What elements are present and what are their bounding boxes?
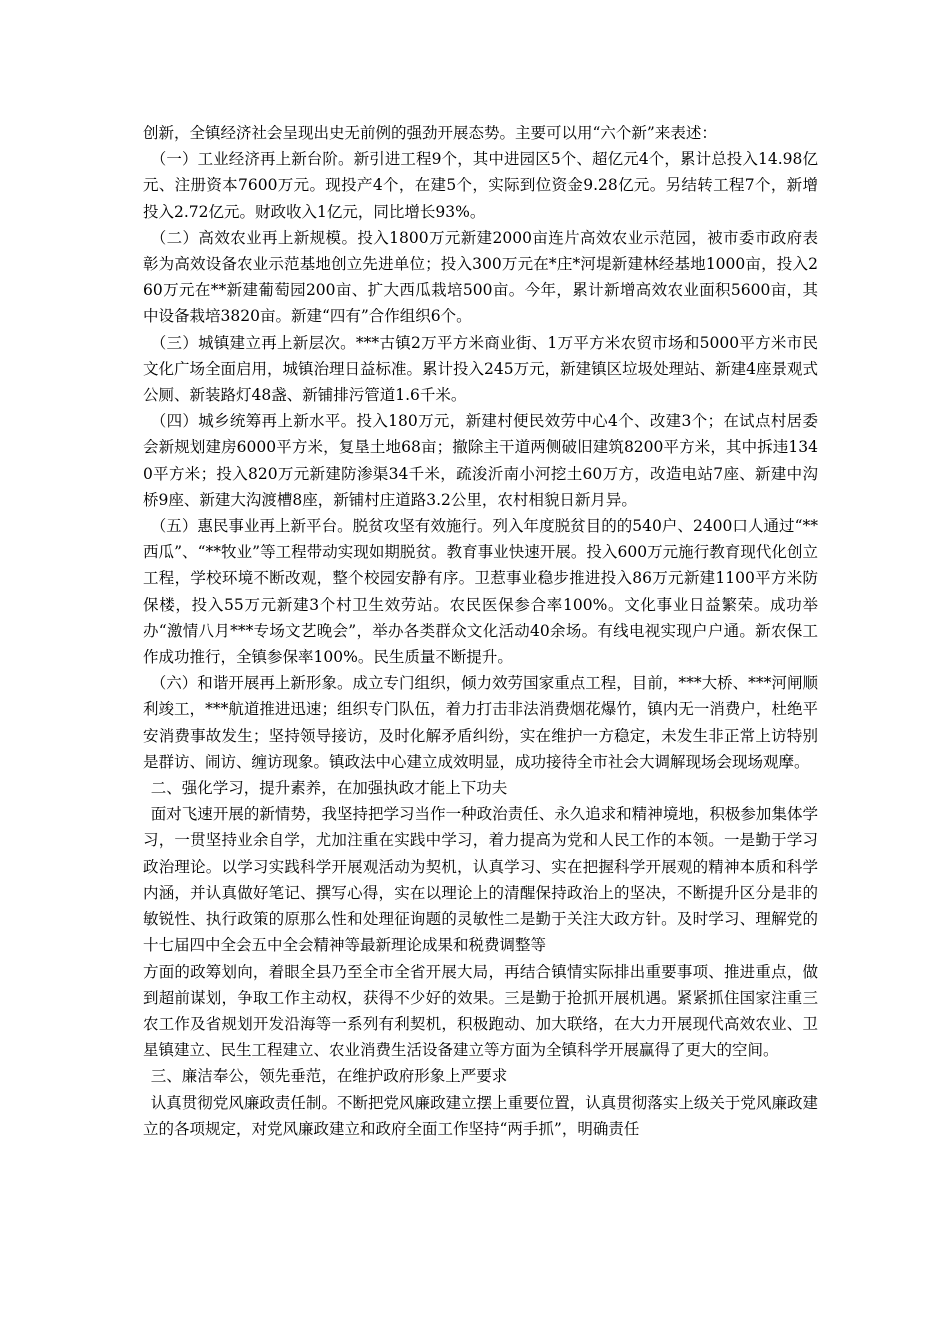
paragraph-urban-rural: （四）城乡统筹再上新水平。投入180万元，新建村便民效劳中心4个、改建3个；在试点村居委会新规划建房6000平方米，复垦土地68亩；撤除主干道两侧破旧建筑8200平方米，其中拆违1340平方米；投入820万元新建防渗渠34千米，疏浚沂南小河挖土60万方，改造电站7座、新建中沟桥9座、新建大沟渡槽8座，新铺村庄道路3.2公里，农村相貌日新月异。 bbox=[143, 412, 818, 509]
section-heading-study: 二、强化学习，提升素养，在加强执政才能上下功夫 bbox=[150, 779, 508, 798]
paragraph-study: 面对飞速开展的新情势，我坚持把学习当作一种政治责任、永久追求和精神境地，积极参加集体学习，一贯坚持业余自学，尤加注重在实践中学习，着力提高为党和人民工作的本领。一是勤于学习政治理论。以学习实践科学开展观活动为契机，认真学习、实在把握科学开展观的精神本质和科学内涵，并认真做好笔记、撰写心得，实在以理论上的清醒保持政治上的坚决，不断提升区分是非的敏锐性、执行政策的原那么性和处理征询题的灵敏性二是勤于关注大政方针。及时学习、理解党的十七届四中全会五中全会精神等最新理论成果和税费调整等 bbox=[143, 805, 818, 955]
document-page bbox=[143, 120, 818, 1142]
section-heading-integrity: 三、廉洁奉公，领先垂范，在维护政府形象上严要求 bbox=[150, 1067, 508, 1086]
paragraph-livelihood: （五）惠民事业再上新平台。脱贫攻坚有效施行。列入年度脱贫目的的540户、2400口人通过“**西瓜”、“**牧业”等工程带动实现如期脱贫。教育事业快速开展。投入600万元施行教育现代化创立工程，学校环境不断改观，整个校园安静有序。卫惹事业稳步推进投入86万元新建1100平方米防保楼，投入55万元新建3个村卫生效劳站。农民医保参合率100%。文化事业日益繁荣。成功举办“激情八月***专场文艺晚会”，举办各类群众文化活动40余场。有线电视实现户户通。新农保工作成功推行，全镇参保率100%。民生质量不断提升。 bbox=[143, 517, 818, 667]
paragraph-policy-direction: 方面的政筹划向，着眼全县乃至全市全省开展大局，再结合镇情实际排出重要事项、推进重点，做到超前谋划，争取工作主动权，获得不少好的效果。三是勤于抢抓开展机遇。紧紧抓住国家注重三农工作及省规划开发沿海等一系列有利契机，积极跑动、加大联络，在大力开展现代高效农业、卫星镇建立、民生工程建立、农业消费生活设备建立等方面为全镇科学开展赢得了更大的空间。 bbox=[143, 962, 818, 1060]
paragraph-efficient-agriculture: （二）高效农业再上新规模。投入1800万元新建2000亩连片高效农业示范园，被市委市政府表彰为高效设备农业示范基地创立先进单位；投入300万元在*庄*河堤新建林经基地1000亩，投入260万元在**新建葡萄园200亩、扩大西瓜栽培500亩。今年，累计新增高效农业面积5600亩，其中设备栽培3820亩。新建“四有”合作组织6个。 bbox=[143, 228, 818, 326]
paragraph-industrial-economy: （一）工业经济再上新台阶。新引进工程9个，其中进园区5个、超亿元4个，累计总投入14.98亿元、注册资本7600万元。现投产4个，在建5个，实际到位资金9.28亿元。另结转工程7个，新增投入2.72亿元。财政收入1亿元，同比增长93%。 bbox=[143, 150, 818, 221]
paragraph-integrity: 认真贯彻党风廉政责任制。不断把党风廉政建立摆上重要位置，认真贯彻落实上级关于党风廉政建立的各项规定，对党风廉政建立和政府全面工作坚持“两手抓”，明确责任 bbox=[143, 1093, 818, 1138]
paragraph-town-construction: （三）城镇建立再上新层次。***古镇2万平方米商业街、1万平方米农贸市场和5000平方米市民文化广场全面启用，城镇治理日益标准。累计投入245万元，新建镇区垃圾处理站、新建4座景观式公厕、新装路灯48盏、新铺排污管道1.6千米。 bbox=[143, 333, 818, 405]
paragraph-harmonious-development: （六）和谐开展再上新形象。成立专门组织，倾力效劳国家重点工程，目前，***大桥、***河闸顺利竣工，***航道推进迅速；组织专门队伍，着力打击非法消费烟花爆竹，镇内无一消费户，杜绝平安消费事故发生；坚持领导接访，及时化解矛盾纠纷，实在维护一方稳定，未发生非正常上访特别是群访、闹访、缠访现象。镇政法中心建立成效明显，成功接待全市社会大调解现场会现场观摩。 bbox=[143, 674, 818, 771]
paragraph-intro: 创新，全镇经济社会呈现出史无前例的强劲开展态势。主要可以用“六个新”来表述： bbox=[143, 124, 717, 142]
